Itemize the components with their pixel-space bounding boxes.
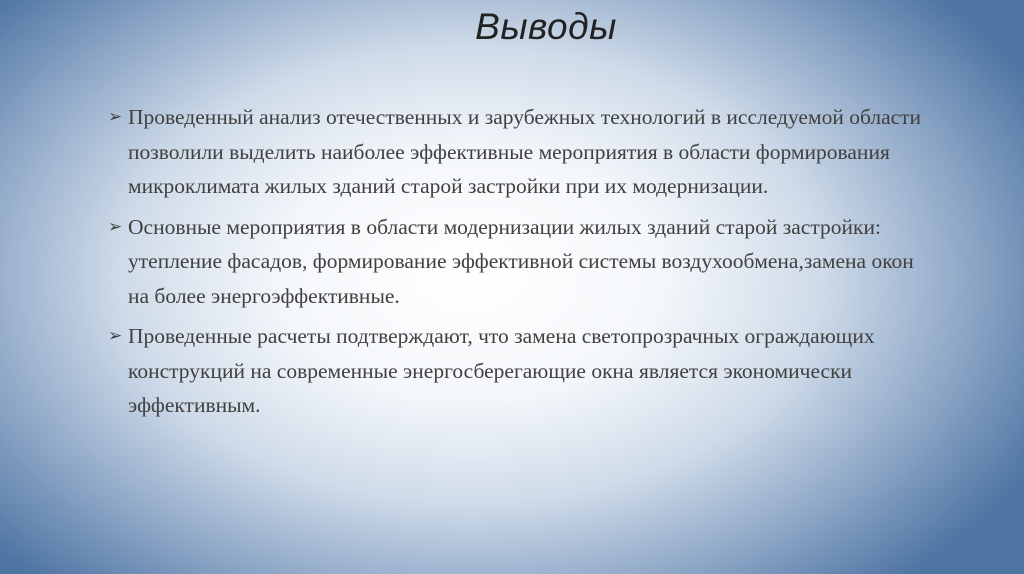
bullet-item [108, 210, 928, 314]
bullet-item [108, 100, 928, 204]
bullet-text: Проведенные расчеты подтверждают, что замена светопрозрачных ограждающих конструкций на современные энергосберегающие окна является экономически эффективным. [128, 324, 875, 417]
arrow-bullet-icon: ➢ [108, 326, 123, 346]
arrow-bullet-icon: ➢ [108, 216, 123, 237]
bullet-text: Основные мероприятия в области модернизации жилых зданий старой застройки: утепление фасадов, формирование эффективной системы воздухообмена,замена окон на более энергоэффективные. [128, 214, 914, 308]
bullet-text: Проведенный анализ отечественных и зарубежных технологий в исследуемой области позволили выделить наиболее эффективные мероприятия в области формирования микроклимата жилых зданий старой застройки при их модернизации. [128, 105, 922, 198]
slide-title [0, 6, 1024, 48]
arrow-bullet-icon: ➢ [108, 107, 123, 127]
slide-title-text: Выводы [475, 6, 617, 47]
bullet-list [108, 100, 928, 429]
bullet-item [108, 319, 928, 423]
